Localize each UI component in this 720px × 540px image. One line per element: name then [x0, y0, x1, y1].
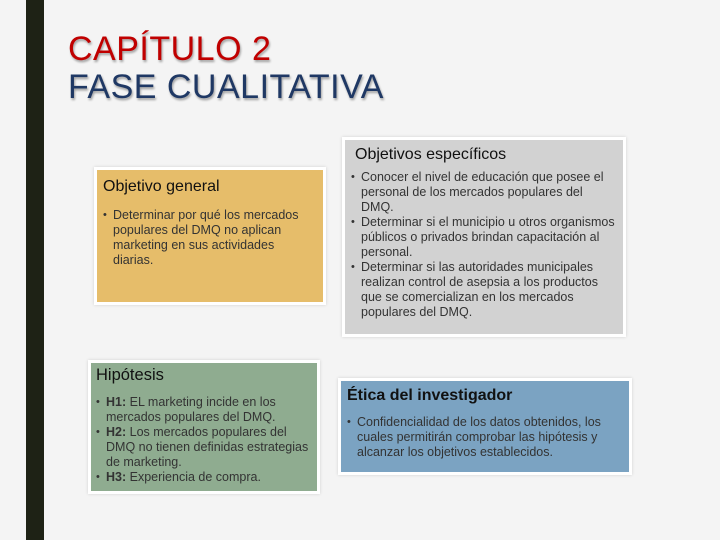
- hipotesis-box: [88, 360, 320, 494]
- list-item: [96, 470, 313, 485]
- objetivos-especificos-list: [351, 170, 617, 320]
- objetivos-especificos-heading: Objetivos específicos: [355, 146, 507, 163]
- list-item: • Conocer el nivel de educación que posee el personal de los mercados populares del DMQ.: [351, 170, 617, 215]
- list-item: • Determinar si las autoridades municipales realizan control de asepsia a los productos que se comercializan en los mercados populares del DMQ.: [351, 260, 617, 320]
- etica-list: [347, 415, 623, 460]
- list-item: [96, 395, 313, 425]
- list-item: • Determinar si el municipio u otros organismos públicos o privados brindan capacitación al personal.: [351, 215, 617, 260]
- hypothesis-label: H3:: [106, 470, 127, 484]
- hypothesis-label: H2:: [106, 425, 127, 439]
- hipotesis-heading: Hipótesis: [96, 366, 164, 384]
- objetivo-general-heading: Objetivo general: [103, 178, 220, 195]
- list-item: • Confidencialidad de los datos obtenidos, los cuales permitirán comprobar las hipótesis y alcanzar los objetivos establecidos.: [347, 415, 623, 460]
- hypothesis-text: EL marketing incide en los mercados populares del DMQ.: [106, 395, 276, 424]
- slide-title: [68, 30, 384, 106]
- hypothesis-text: Los mercados populares del DMQ no tienen definidas estrategias de marketing.: [106, 425, 309, 469]
- objetivo-general-box: [94, 167, 326, 305]
- hipotesis-list: [96, 395, 313, 485]
- objetivo-general-list: [103, 208, 317, 268]
- title-line-chapter: CAPÍTULO 2: [68, 30, 272, 68]
- list-item: [96, 425, 313, 470]
- title-line-phase: FASE CUALITATIVA: [68, 68, 384, 106]
- hypothesis-label: H1:: [106, 395, 127, 409]
- hypothesis-text: Experiencia de compra.: [126, 470, 261, 484]
- etica-heading: Ética del investigador: [347, 387, 513, 404]
- objetivos-especificos-box: [342, 137, 626, 337]
- left-accent-bar: [26, 0, 44, 540]
- etica-box: [338, 378, 632, 475]
- list-item: • Determinar por qué los mercados populares del DMQ no aplican marketing en sus actividades diarias.: [103, 208, 317, 268]
